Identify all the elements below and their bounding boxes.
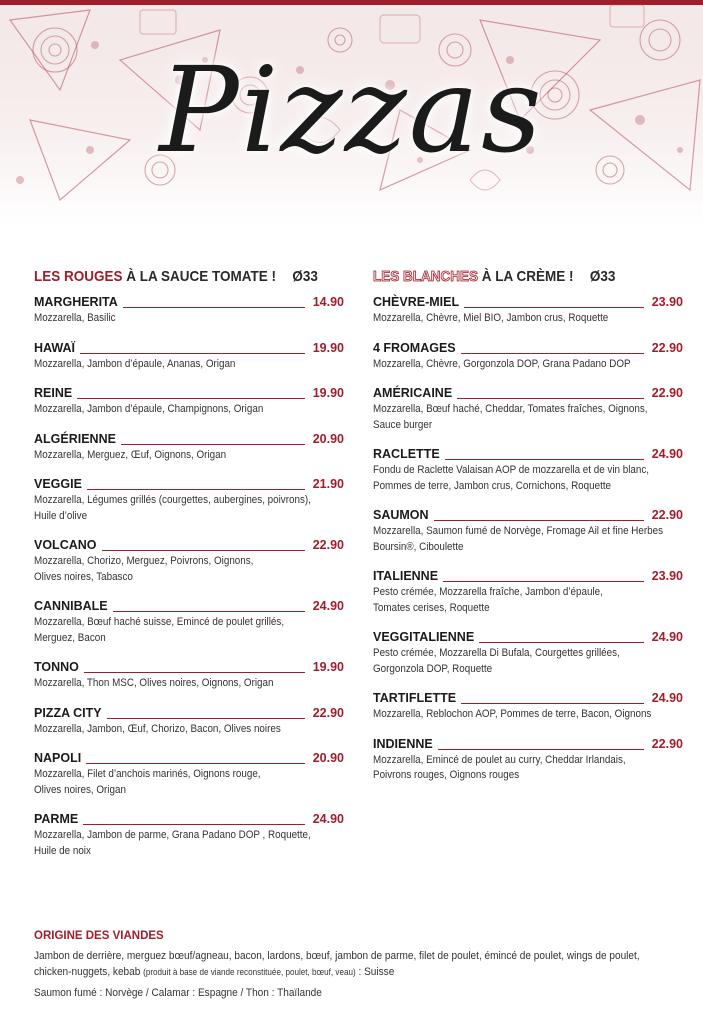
dotted-rule [464, 307, 644, 308]
item-name: VEGGIE [34, 477, 82, 491]
dotted-rule [457, 398, 644, 399]
item-description: Sauce burger [373, 418, 433, 431]
dotted-rule [434, 520, 644, 521]
item-name: ITALIENNE [373, 569, 439, 583]
item-price: 19.90 [312, 386, 344, 400]
item-description: Huile d’olive [34, 509, 88, 522]
blanches-heading [373, 266, 652, 288]
menu-item [373, 507, 683, 555]
dotted-rule [443, 581, 644, 582]
menu-item [34, 659, 344, 692]
item-price: 23.90 [651, 569, 683, 583]
item-description: Merguez, Bacon [34, 631, 106, 644]
dotted-rule [123, 307, 305, 308]
item-description: Mozzarella, Thon MSC, Olives noires, Oignons, Origan [34, 677, 274, 689]
dotted-rule [479, 642, 644, 643]
blanches-size: Ø33 [589, 268, 616, 285]
item-name: HAWAÏ [34, 340, 75, 355]
rouges-heading [34, 266, 318, 288]
menu-item [373, 690, 683, 723]
menu-item [34, 431, 344, 464]
dotted-rule [87, 489, 305, 490]
item-description: Mozzarella, Jambon d’épaule, Champignons, Origan [34, 403, 264, 415]
item-name: AMÉRICAINE [373, 386, 453, 400]
item-description: Gorgonzola DOP, Roquette [373, 662, 493, 675]
footer-line-1: Jambon de derrière, merguez bœuf/agneau, bacon, lardons, bœuf, jambon de parme, filet de poulet, émincé de poulet, wings de poulet, [34, 950, 640, 962]
footer-line-2-end: : Suisse [358, 966, 395, 978]
header-banner [0, 0, 703, 225]
dotted-rule [461, 353, 644, 354]
item-description: Mozzarella, Reblochon AOP, Pommes de terre, Bacon, Oignons [373, 708, 652, 720]
dotted-rule [86, 763, 304, 764]
dotted-rule [83, 824, 305, 825]
item-name: ALGÉRIENNE [34, 431, 116, 446]
footer-fish-origin: Saumon fumé : Norvège / Calamar : Espagne / Thon : Thaïlande [34, 987, 322, 999]
dotted-rule [80, 353, 305, 354]
item-description: Mozzarella, Bœuf haché suisse, Emincé de poulet grillés, [34, 616, 285, 628]
item-description: Mozzarella, Légumes grillés (courgettes, aubergines, poivrons), [34, 494, 311, 506]
menu-item [34, 598, 344, 646]
footer-line-2-main: chicken-nuggets, kebab [34, 966, 141, 978]
dotted-rule [84, 672, 305, 673]
item-price: 22.90 [651, 386, 683, 400]
rouges-heading-colored: LES ROUGES [34, 268, 123, 285]
blanches-heading-rest: À LA CRÈME ! [481, 268, 574, 285]
page-title: Pizzas [159, 41, 544, 179]
item-description: Tomates cerises, Roquette [373, 601, 490, 614]
item-name: PARME [34, 812, 79, 826]
item-name: CANNIBALE [34, 599, 108, 613]
menu-item [373, 446, 683, 494]
item-description: Mozzarella, Emincé de poulet au curry, Cheddar Irlandais, [373, 753, 626, 766]
dotted-rule [102, 550, 305, 551]
item-description: Mozzarella, Chorizo, Merguez, Poivrons, Oignons, [34, 555, 254, 567]
item-description: Fondu de Raclette Valaisan AOP de mozzarella et de vin blanc, [373, 464, 650, 476]
item-price: 22.90 [651, 340, 683, 355]
item-price: 24.90 [312, 599, 344, 613]
item-price: 19.90 [312, 660, 344, 674]
menu-item [34, 705, 344, 738]
menu-item [373, 736, 683, 784]
footer-line-2-note: (produit à base de viande reconstituée, poulet, bœuf, veau) [143, 967, 356, 977]
item-price: 20.90 [312, 751, 344, 765]
item-name: RACLETTE [373, 447, 440, 461]
blanches-heading-colored: LES BLANCHES [373, 268, 479, 285]
item-description: Boursin®, Ciboulette [373, 540, 464, 553]
rouges-size: Ø33 [292, 268, 318, 285]
item-description: Mozzarella, Basilic [34, 312, 116, 324]
item-description: Mozzarella, Jambon, Œuf, Chorizo, Bacon, Olives noires [34, 722, 281, 735]
dotted-rule [113, 611, 305, 612]
item-name: TONNO [34, 660, 79, 674]
item-name: CHÈVRE-MIEL [373, 295, 460, 309]
item-price: 19.90 [312, 340, 344, 355]
menu-item [34, 750, 344, 798]
dotted-rule [107, 718, 305, 719]
item-name: PIZZA CITY [34, 705, 102, 720]
item-price: 21.90 [312, 477, 344, 491]
footer-line-2 [34, 964, 682, 980]
menu-item [34, 340, 344, 373]
item-name: INDIENNE [373, 736, 433, 751]
item-price: 23.90 [651, 295, 683, 309]
footer-title: ORIGINE DES VIANDES [34, 930, 164, 942]
item-description: Pesto crémée, Mozzarella Di Bufala, Courgettes grillées, [373, 647, 620, 659]
menu-item [373, 340, 683, 373]
item-description: Olives noires, Tabasco [34, 570, 133, 583]
item-description: Olives noires, Origan [34, 783, 126, 796]
menu-item [373, 385, 683, 433]
item-price: 22.90 [312, 705, 344, 720]
item-description: Pesto crémée, Mozzarella fraîche, Jambon d’épaule, [373, 586, 603, 598]
item-name: MARGHERITA [34, 295, 118, 309]
menu-item [373, 568, 683, 616]
meat-origin-footer [34, 928, 684, 1001]
item-name: VOLCANO [34, 538, 97, 552]
dotted-rule [121, 444, 305, 445]
rouges-section [34, 266, 344, 859]
menu-item [34, 811, 344, 859]
item-price: 22.90 [651, 508, 683, 522]
menu-item [34, 294, 344, 327]
dotted-rule [438, 749, 644, 750]
item-name: REINE [34, 386, 73, 400]
item-description: Mozzarella, Chèvre, Miel BIO, Jambon crus, Roquette [373, 312, 609, 324]
menu-item [373, 629, 683, 677]
item-price: 24.90 [651, 691, 683, 705]
item-name: TARTIFLETTE [373, 691, 457, 705]
item-description: Mozzarella, Jambon d’épaule, Ananas, Origan [34, 357, 236, 370]
footer-origins [34, 948, 682, 980]
dotted-rule [461, 703, 644, 704]
item-name: NAPOLI [34, 751, 82, 765]
item-price: 20.90 [312, 431, 344, 446]
rouges-heading-rest: À LA SAUCE TOMATE ! [126, 268, 277, 285]
menu-item [34, 476, 344, 524]
item-description: Pommes de terre, Jambon crus, Cornichons, Roquette [373, 479, 612, 492]
menu-item [34, 537, 344, 585]
item-price: 24.90 [312, 812, 344, 826]
dotted-rule [445, 459, 644, 460]
item-description: Mozzarella, Jambon de parme, Grana Padano DOP , Roquette, [34, 829, 311, 841]
item-description: Mozzarella, Merguez, Œuf, Oignons, Origan [34, 448, 227, 461]
item-description: Mozzarella, Bœuf haché, Cheddar, Tomates fraîches, Oignons, [373, 403, 648, 415]
menu-item [34, 385, 344, 418]
blanches-section [373, 266, 683, 784]
item-name: SAUMON [373, 508, 429, 522]
item-name: VEGGITALIENNE [373, 630, 475, 644]
item-description: Huile de noix [34, 844, 91, 857]
item-description: Mozzarella, Filet d’anchois marinés, Oignons rouge, [34, 768, 261, 780]
item-price: 24.90 [651, 447, 683, 461]
item-price: 22.90 [651, 736, 683, 751]
item-price: 24.90 [651, 630, 683, 644]
item-description: Mozzarella, Chèvre, Gorgonzola DOP, Grana Padano DOP [373, 357, 631, 370]
dotted-rule [77, 398, 305, 399]
item-price: 22.90 [312, 538, 344, 552]
item-price: 14.90 [312, 295, 344, 309]
item-description: Poivrons rouges, Oignons rouges [373, 769, 520, 781]
menu-item [373, 294, 683, 327]
item-description: Mozzarella, Saumon fumé de Norvège, Fromage Ail et fine Herbes [373, 525, 664, 537]
item-name: 4 FROMAGES [373, 340, 456, 355]
